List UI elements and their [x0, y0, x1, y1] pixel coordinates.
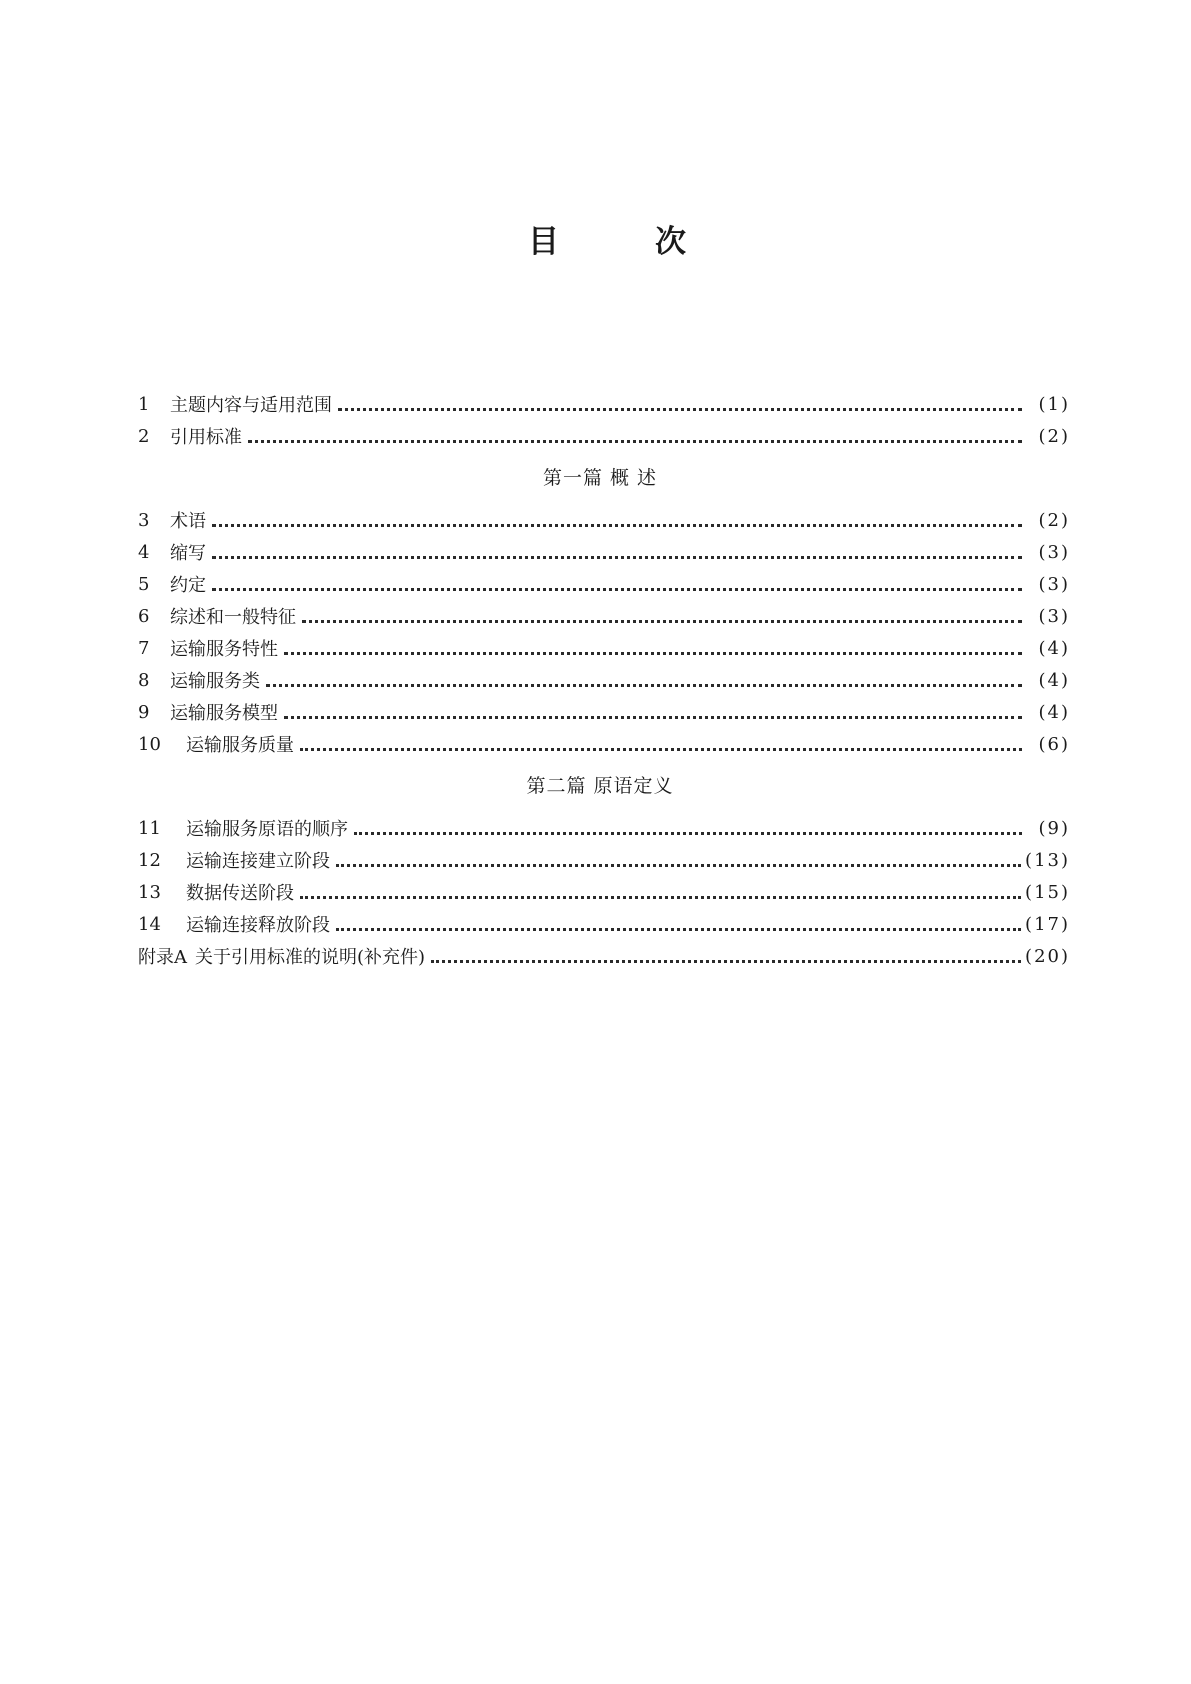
toc-entry-2[interactable]: [138, 420, 1070, 452]
toc-dot-leader: [212, 506, 1022, 527]
toc-entry-11[interactable]: [138, 812, 1070, 844]
toc-entry-label: 引用标准: [170, 427, 242, 448]
toc-entry-label: 综述和一般特征: [170, 607, 296, 628]
toc-entry-9[interactable]: [138, 696, 1070, 728]
toc-entry-number: 2: [138, 425, 150, 447]
page-title: [0, 222, 1191, 262]
toc-entry-number: 10: [138, 733, 161, 755]
toc-dot-leader: [431, 942, 1021, 963]
toc-entry-page: (4): [1038, 637, 1070, 659]
toc-entry-page: (2): [1038, 425, 1070, 447]
toc-dot-leader: [266, 666, 1022, 687]
toc-entry-label: 运输服务模型: [170, 703, 278, 724]
toc-entry-page: (3): [1038, 541, 1070, 563]
toc-dot-leader: [212, 538, 1022, 559]
toc-entry-13[interactable]: [138, 876, 1070, 908]
toc-entry-page: (6): [1038, 733, 1070, 755]
toc-entry-number: 3: [138, 509, 150, 531]
toc-entry-page: (2): [1038, 509, 1070, 531]
toc-entry-page: (4): [1038, 701, 1070, 723]
toc-entry-6[interactable]: [138, 600, 1070, 632]
toc-entry-label: 关于引用标准的说明(补充件): [195, 947, 426, 968]
toc-entry-label: 约定: [170, 575, 206, 596]
toc-entry-page: (3): [1038, 605, 1070, 627]
toc-entry-label: 缩写: [170, 543, 206, 564]
toc-entry-10[interactable]: [138, 728, 1070, 760]
toc-entry-label: 运输连接建立阶段: [186, 851, 330, 872]
toc-dot-leader: [284, 698, 1022, 719]
toc-dot-leader: [300, 730, 1022, 751]
toc-entry-number: 11: [138, 817, 161, 839]
toc-entry-page: (15): [1025, 881, 1070, 903]
toc-entry-page: (17): [1025, 913, 1070, 935]
toc-dot-leader: [302, 602, 1022, 623]
toc-entry-page: (4): [1038, 669, 1070, 691]
toc-dot-leader: [354, 814, 1022, 835]
toc-entry-14[interactable]: [138, 908, 1070, 940]
toc-entry-label: 运输连接释放阶段: [186, 915, 330, 936]
toc-dot-leader: [336, 910, 1021, 931]
toc-entry-number: 13: [138, 881, 161, 903]
toc-entry-12[interactable]: [138, 844, 1070, 876]
toc-entry-label: 运输服务原语的顺序: [186, 819, 348, 840]
toc-entry-7[interactable]: [138, 632, 1070, 664]
toc-entry-page: (9): [1038, 817, 1070, 839]
page-title-char-1: 目: [528, 224, 559, 260]
toc-dot-leader: [338, 390, 1022, 411]
toc-entry-number: 附录A: [138, 947, 187, 968]
toc-entry-number: 9: [138, 701, 150, 723]
toc-entry-label: 运输服务质量: [186, 735, 294, 756]
toc-entry-label: 运输服务特性: [170, 639, 278, 660]
toc-dot-leader: [336, 846, 1021, 867]
toc-entry-number: 8: [138, 669, 150, 691]
toc-entry-number: 12: [138, 849, 161, 871]
toc-entry-appendix-a[interactable]: [138, 940, 1070, 972]
part-1-heading: 第一篇 概 述: [542, 467, 658, 489]
toc-entry-label: 术语: [170, 511, 206, 532]
toc-entry-5[interactable]: [138, 568, 1070, 600]
toc-entry-8[interactable]: [138, 664, 1070, 696]
toc-entry-number: 5: [138, 573, 150, 595]
toc-entry-1[interactable]: [138, 388, 1070, 420]
part-2-heading: 第二篇 原语定义: [526, 775, 674, 797]
toc-entry-number: 4: [138, 541, 150, 563]
toc-entry-number: 7: [138, 637, 150, 659]
page-title-char-2: 次: [655, 224, 686, 260]
toc-dot-leader: [212, 570, 1022, 591]
toc-entry-4[interactable]: [138, 536, 1070, 568]
toc-entry-number: 6: [138, 605, 150, 627]
toc-entry-page: (13): [1025, 849, 1070, 871]
toc-entry-label: 主题内容与适用范围: [170, 395, 332, 416]
toc-entry-label: 数据传送阶段: [186, 883, 294, 904]
toc-dot-leader: [284, 634, 1022, 655]
toc-entry-3[interactable]: [138, 504, 1070, 536]
toc-entry-number: 14: [138, 913, 161, 935]
toc-entry-number: 1: [138, 393, 150, 415]
toc-entry-page: (1): [1038, 393, 1070, 415]
toc-entry-label: 运输服务类: [170, 671, 260, 692]
toc-dot-leader: [248, 422, 1022, 443]
table-of-contents: [138, 388, 1070, 972]
toc-dot-leader: [300, 878, 1021, 899]
toc-entry-page: (3): [1038, 573, 1070, 595]
toc-entry-page: (20): [1025, 945, 1070, 967]
